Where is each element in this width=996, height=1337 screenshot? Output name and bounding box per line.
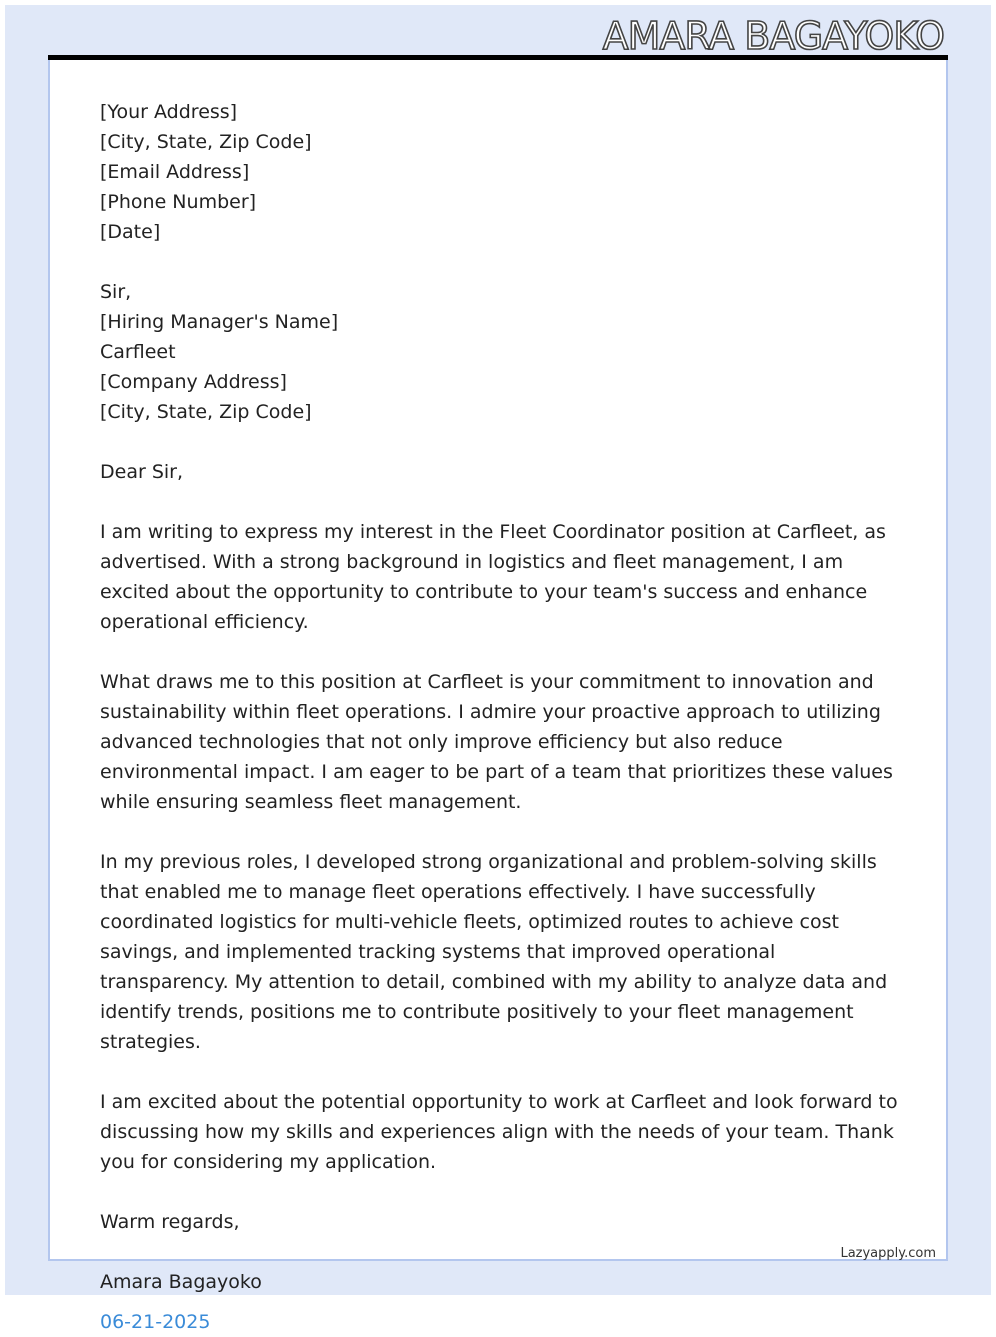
- body-paragraph-4: I am excited about the potential opportunity to work at Carfleet and look forward to discussing how my skills and experiences align with the needs of your team. Thank you for considering my application.: [100, 1091, 898, 1173]
- sender-phone: [Phone Number]: [100, 191, 257, 213]
- spacer: [100, 817, 900, 847]
- recipient-address: [Company Address]: [100, 371, 287, 393]
- spacer: [100, 637, 900, 667]
- applicant-name-header: AMARA BAGAYOKO: [602, 14, 944, 58]
- signed-date: 06-21-2025: [100, 1311, 211, 1333]
- recipient-block: [100, 277, 900, 427]
- sender-city-state-zip: [City, State, Zip Code]: [100, 131, 312, 153]
- greeting: Dear Sir,: [100, 461, 184, 483]
- recipient-company: Carfleet: [100, 341, 176, 363]
- closing: Warm regards,: [100, 1211, 240, 1233]
- spacer: [100, 1297, 900, 1307]
- body-paragraph-3: In my previous roles, I developed strong organizational and problem-solving skills that enabled me to manage fleet operations effectively. I have successfully coordinated logistics for multi-vehicle fleets, optimized routes to achieve cost savings, and implemented tracking systems that improved operational transparency. My attention to detail, combined with my ability to analyze data and identify trends, positions me to contribute positively to your fleet management strategies.: [100, 851, 888, 1053]
- sender-address: [Your Address]: [100, 101, 238, 123]
- spacer: [100, 1177, 900, 1207]
- recipient-salutation-line: Sir,: [100, 281, 132, 303]
- cover-letter: [100, 97, 900, 1337]
- spacer: [100, 1237, 900, 1267]
- body-paragraph-2: What draws me to this position at Carfleet is your commitment to innovation and sustainability within fleet operations. I admire your proactive approach to utilizing advanced technologies that not only improve efficiency but also reduce environmental impact. I am eager to be part of a team that prioritizes these values while ensuring seamless fleet management.: [100, 671, 893, 813]
- body-paragraph-1: I am writing to express my interest in the Fleet Coordinator position at Carfleet, as advertised. With a strong background in logistics and fleet management, I am excited about the opportunity to contribute to your team's success and enhance operational efficiency.: [100, 521, 886, 633]
- spacer: [100, 427, 900, 457]
- sender-date: [Date]: [100, 221, 161, 243]
- watermark: Lazyapply.com: [840, 1246, 936, 1261]
- recipient-city-state-zip: [City, State, Zip Code]: [100, 401, 312, 423]
- sender-block: [100, 97, 900, 247]
- signature: Amara Bagayoko: [100, 1271, 262, 1293]
- recipient-manager: [Hiring Manager's Name]: [100, 311, 339, 333]
- spacer: [100, 487, 900, 517]
- sender-email: [Email Address]: [100, 161, 250, 183]
- spacer: [100, 247, 900, 277]
- spacer: [100, 1057, 900, 1087]
